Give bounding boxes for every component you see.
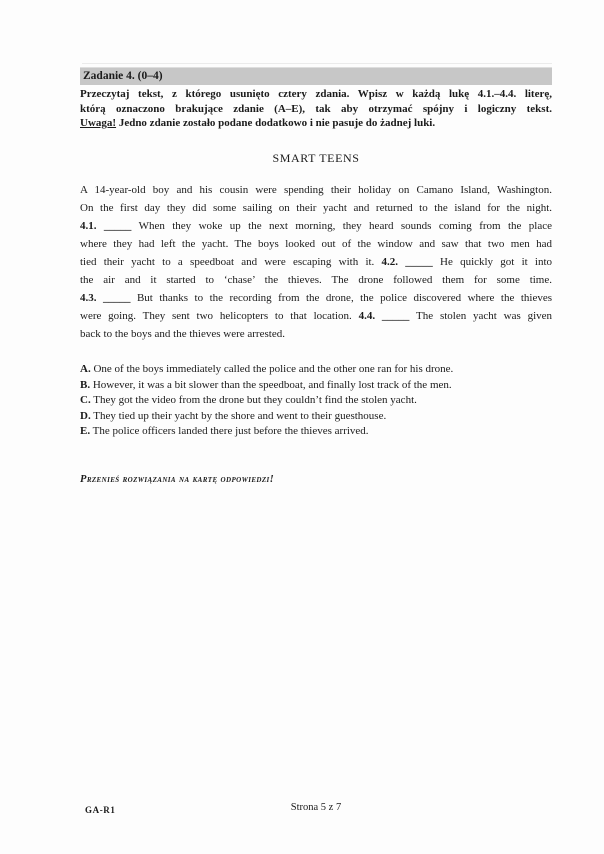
- passage-line-2: On the first day they did some sailing on their yacht and returned to the island for the night.: [80, 202, 552, 214]
- passage-line-8: [80, 307, 552, 325]
- transfer-note: Przenieś rozwiązania na kartę odpowiedzi!: [80, 474, 275, 485]
- answer-option-e: [80, 424, 552, 440]
- answer-option-d: [80, 409, 552, 425]
- option-letter-c: C.: [80, 394, 91, 406]
- gap-4-2: 4.2. _____: [381, 256, 433, 268]
- instruction-warning-text: Jedno zdanie zostało podane dodatkowo i nie pasuje do żadnej luki.: [118, 117, 436, 129]
- passage-line-7: [80, 289, 552, 307]
- scan-artifact-line: [82, 63, 552, 64]
- passage-line-1: A 14-year-old boy and his cousin were spending their holiday on Camano Island, Washington.: [80, 184, 552, 196]
- passage-line-5-text-a: tied their yacht to a speedboat and were escaping with it.: [80, 256, 375, 268]
- gap-4-4: 4.4. _____: [358, 310, 410, 322]
- passage-line-8-text-a: were going. They sent two helicopters to that location.: [80, 310, 352, 322]
- option-letter-e: E.: [80, 425, 91, 437]
- instruction-line-1: Przeczytaj tekst, z którego usunięto cztery zdania. Wpisz w każdą lukę 4.1.–4.4. literę,: [80, 88, 552, 100]
- passage-line-3-text: When they woke up the next morning, they heard sounds coming from the place: [138, 220, 552, 232]
- option-text-b: However, it was a bit slower than the speedboat, and finally lost track of the men.: [92, 378, 452, 391]
- option-text-c: They got the video from the drone but they couldn’t find the stolen yacht.: [93, 394, 417, 406]
- gap-4-1: 4.1. _____: [80, 220, 132, 232]
- passage-line-8-text-b: The stolen yacht was given: [416, 310, 553, 322]
- instruction-line-2: którą oznaczono brakujące zdanie (A–E), tak aby otrzymać spójny i logiczny tekst.: [80, 102, 552, 115]
- reading-passage: [80, 181, 552, 343]
- answer-options: [80, 362, 552, 440]
- option-letter-d: D.: [80, 409, 91, 422]
- page-number: Strona 5 z 7: [290, 802, 342, 813]
- answer-option-a: [80, 362, 552, 378]
- option-text-e: The police officers landed there just before the thieves arrived.: [92, 425, 369, 437]
- passage-line-4: where they had left the yacht. The boys looked out of the window and saw that two men had: [80, 238, 552, 250]
- form-code: GA-R1: [85, 805, 116, 815]
- option-letter-b: B.: [80, 378, 91, 391]
- option-text-d: They tied up their yacht by the shore and went to their guesthouse.: [93, 409, 387, 422]
- answer-option-c: [80, 393, 552, 409]
- passage-line-5: [80, 253, 552, 271]
- instruction-warning-label: Uwaga!: [80, 117, 117, 129]
- option-text-a: One of the boys immediately called the police and the other one ran for his drone.: [93, 363, 454, 375]
- passage-line-5-text-b: He quickly got it into: [440, 256, 553, 268]
- passage-line-9: back to the boys and the thieves were arrested.: [80, 328, 285, 340]
- passage-title: SMART TEENS: [272, 151, 360, 165]
- task-header-bar: [80, 67, 552, 85]
- instruction-line-3: [80, 116, 552, 131]
- option-letter-a: A.: [80, 363, 91, 375]
- answer-option-b: [80, 378, 552, 394]
- task-instructions: [80, 87, 552, 131]
- gap-4-3: 4.3. _____: [80, 292, 131, 304]
- task-header-label: Zadanie 4. (0–4): [83, 70, 163, 82]
- passage-line-6: the air and it started to ‘chase’ the thieves. The drone followed them for some time.: [80, 274, 552, 286]
- passage-line-7-text: But thanks to the recording from the drone, the police discovered where the thieves: [136, 292, 552, 304]
- passage-line-3: [80, 217, 552, 235]
